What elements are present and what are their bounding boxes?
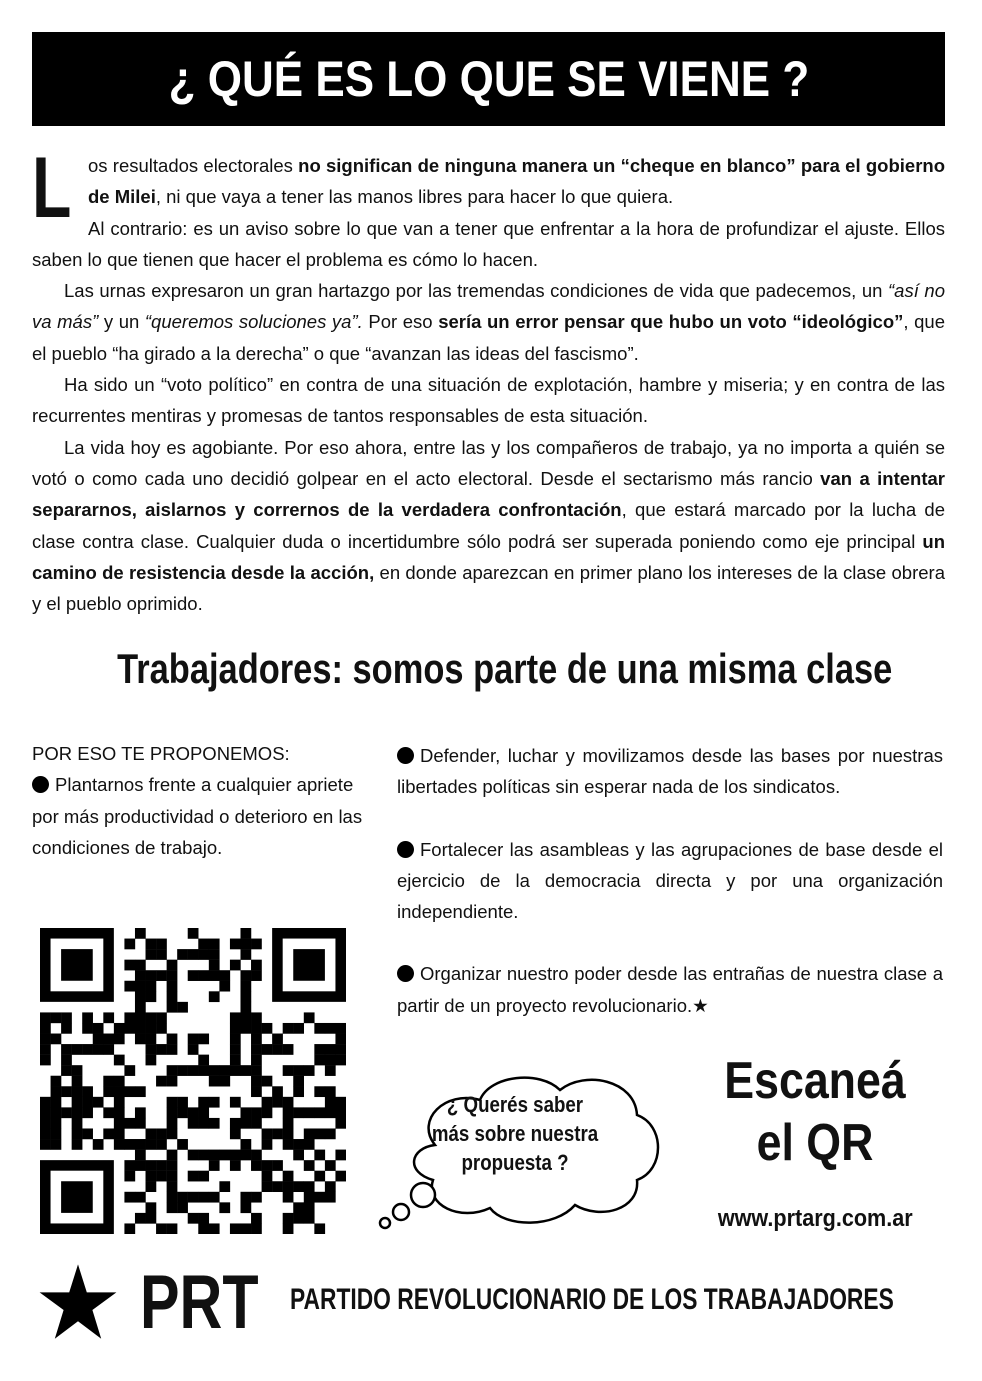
proposal-item: Plantarnos frente a cualquier apriete por más productividad o deterioro en las condiciones de trabajo.: [32, 774, 363, 858]
page-title: ¿ QUÉ ES LO QUE SE VIENE ?: [168, 51, 809, 107]
proposals-right: [397, 740, 943, 1052]
proposals-left: [32, 738, 364, 863]
paragraph-2: Al contrario: es un aviso sobre lo que van a tener que enfrentar a la hora de profundizar el ajuste. Ellos saben lo que tienen que hacer el problema es cómo lo hacen.: [32, 217, 945, 270]
bullet-icon: [397, 841, 414, 858]
paragraph-5: La vida hoy es agobiante. Por eso ahora, entre las y los compañeros de trabajo, ya no importa a quién se votó o como cada uno decidió golpear en el acto electoral. Desde el sectarismo más rancio van a intentar separarnos, aislarnos y corrernos de la verdadera confrontación, que estará marcado por la lucha de clase contra clase. Cualquier duda o incertidumbre sólo podrá ser superada poniendo como eje principal un camino de resistencia desde la acción, en donde aparezcan en primer plano los intereses de la clase obrera y el pueblo oprimido.: [32, 436, 945, 615]
proposal-item: Defender, luchar y movilizamos desde las bases por nuestras libertades políticas sin esperar nada de los sindicatos.: [397, 745, 943, 798]
bullet-icon: [32, 776, 49, 793]
website-link[interactable]: www.prtarg.com.ar: [717, 1205, 913, 1232]
paragraph-3: Las urnas expresaron un gran hartazgo por las tremendas condiciones de vida que padecemos, un “así no va más” y un “queremos soluciones ya”. Por eso sería un error pensar que hubo un voto “ideológico”, que el pueblo “ha girado a la derecha” o que “avanzan las ideas del fascismo”.: [32, 280, 945, 364]
scan-qr-label: Escaneá el QR: [724, 1052, 906, 1172]
bullet-icon: [397, 965, 414, 982]
cloud-text: ¿ Querés saber más sobre nuestra propuesta ?: [431, 1092, 599, 1175]
qr-code-icon[interactable]: [40, 928, 346, 1234]
drop-cap: L: [32, 140, 72, 236]
party-acronym: PRT: [140, 1260, 259, 1345]
proposal-item: Fortalecer las asambleas y las agrupaciones de base desde el ejercicio de la democracia directa y por una organización independiente.: [397, 838, 943, 923]
bullet-icon: [397, 747, 414, 764]
paragraph-4: Ha sido un “voto político” en contra de una situación de explotación, hambre y miseria; y en contra de las recurrentes mentiras y promesas de tantos responsables de esta situación.: [32, 374, 945, 427]
header-bar: [32, 32, 945, 126]
section-subtitle: Trabajadores: somos parte de una misma clase: [117, 645, 893, 692]
proposals-heading: POR ESO TE PROPONEMOS:: [32, 743, 290, 764]
star-icon: [38, 1262, 118, 1342]
intro-text: [32, 140, 945, 619]
proposal-item: Organizar nuestro poder desde las entrañas de nuestra clase a partir de un proyecto revolucionario.★: [397, 963, 943, 1016]
paragraph-1: os resultados electorales no significan de ninguna manera un “cheque en blanco” para el gobierno de Milei, ni que vaya a tener las manos libres para hacer lo que quiera.: [88, 155, 945, 208]
party-name: PARTIDO REVOLUCIONARIO DE LOS TRABAJADORES: [290, 1283, 894, 1316]
